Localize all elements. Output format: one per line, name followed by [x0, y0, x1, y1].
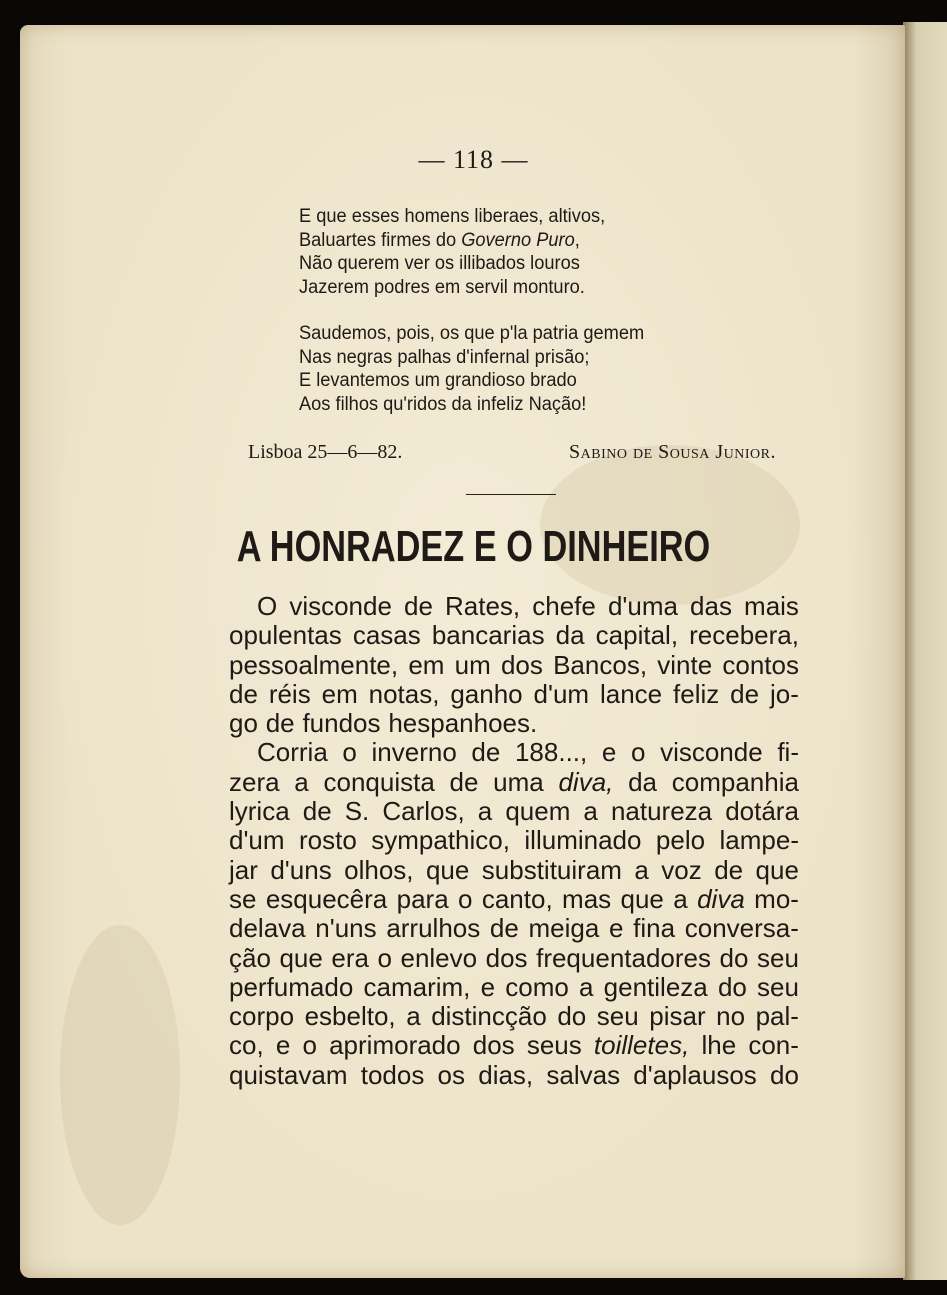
poem-line: E que esses homens liberaes, altivos, — [299, 206, 606, 227]
poem-line: Saudemos, pois, os que p'la patria gemem — [299, 323, 645, 344]
article-line: lyrica de S. Carlos, a quem a natureza dotára — [229, 796, 799, 827]
article-line: zera a conquista de uma diva, da companhia — [229, 766, 799, 797]
article-line: delava n'uns arrulhos de meiga e fina conversa- — [229, 913, 799, 944]
article-line: quistavam todos os dias, salvas d'aplausos do — [229, 1059, 799, 1090]
article-line: ção que era o enlevo dos frequentadores do seu — [229, 942, 799, 973]
article-line: co, e o aprimorado dos seus toilletes, lhe con- — [229, 1030, 799, 1061]
article-line: Corria o inverno de 188..., e o visconde fi- — [257, 737, 799, 768]
adjacent-page-edge — [903, 22, 947, 1280]
poem-line: Jazerem podres em servil monturo. — [299, 276, 585, 298]
article-line: de réis em notas, ganho d'um lance feliz de jo- — [229, 678, 799, 709]
section-divider — [466, 494, 556, 495]
article-line: d'um rosto sympathico, illuminado pelo lampe- — [229, 825, 799, 856]
paper-stain — [60, 925, 180, 1225]
poem-author: Sabino de Sousa Junior. — [569, 441, 776, 463]
page-number: — 118 — — [418, 145, 529, 174]
article-line: perfumado camarim, e como a gentileza do seu — [229, 971, 799, 1002]
article-line: O visconde de Rates, chefe d'uma das mais — [257, 591, 799, 621]
article-line: jar d'uns olhos, que substituiram a voz de que — [229, 854, 799, 885]
article-line: se esquecêra para o canto, mas que a diva mo- — [229, 883, 799, 914]
poem-line: Aos filhos qu'ridos da infeliz Nação! — [299, 393, 587, 415]
article-body — [229, 592, 799, 1090]
poem-line: Baluartes firmes do Governo Puro, — [299, 229, 580, 251]
article-line: go de fundos hespanhoes. — [229, 708, 538, 739]
place-date: Lisboa 25—6—82. — [248, 441, 403, 463]
poem-stanza-1 — [299, 205, 605, 299]
poem-line: Não querem ver os illibados louros — [299, 253, 580, 274]
poem-line: E levantemos um grandioso brado — [299, 370, 577, 391]
article-line: pessoalmente, em um dos Bancos, vinte contos — [229, 649, 799, 680]
poem-line: Nas negras palhas d'infernal prisão; — [299, 346, 590, 368]
poem-signature — [248, 441, 776, 464]
article-title: A HONRADEZ E O DINHEIRO — [236, 522, 711, 571]
article-line: opulentas casas bancarias da capital, recebera, — [229, 620, 799, 651]
poem-stanza-2 — [299, 322, 644, 416]
article-line: corpo esbelto, a distincção do seu pisar no pal- — [229, 1001, 799, 1032]
